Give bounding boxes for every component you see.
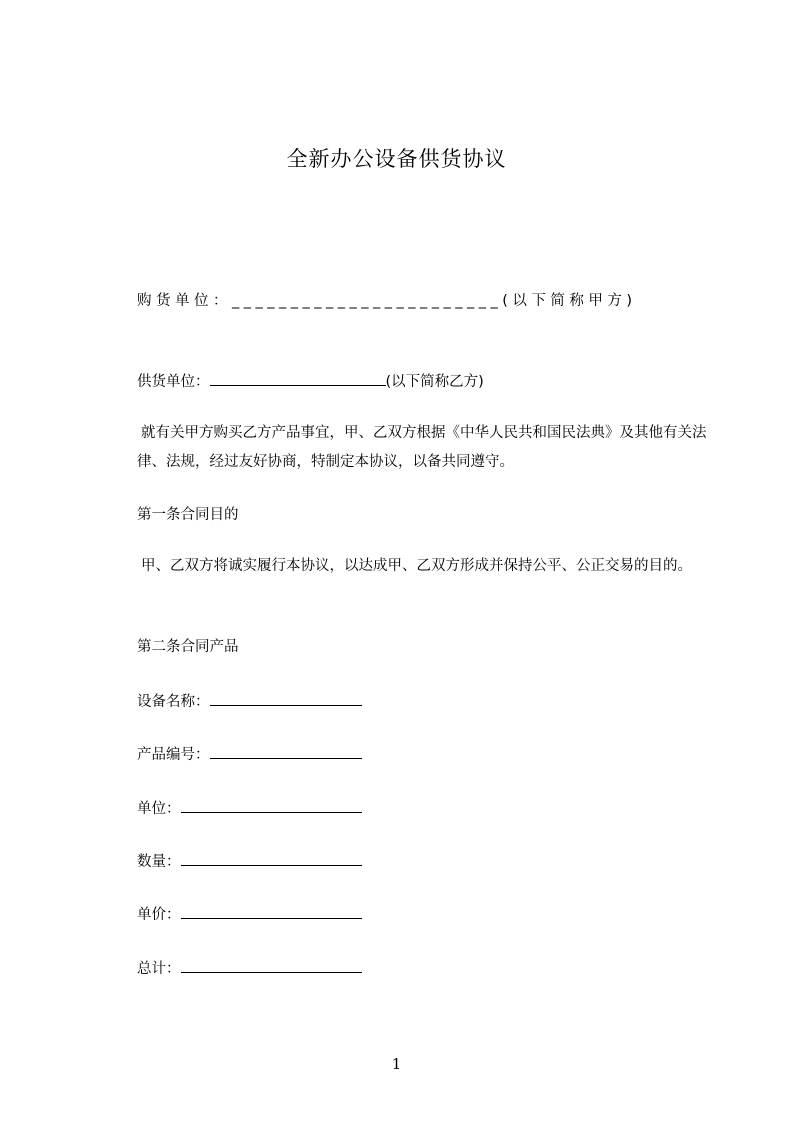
field-label: 数量： [137, 854, 181, 870]
field-product-code [137, 744, 362, 765]
buyer-suffix: (以下简称甲方) [502, 293, 637, 309]
field-blank[interactable] [181, 904, 362, 919]
buyer-line [137, 291, 637, 311]
field-blank[interactable] [181, 851, 362, 866]
intro-paragraph: 就有关甲方购买乙方产品事宜，甲、乙双方根据《中华人民共和国民法典》及其他有关法律、法规，经过友好协商，特制定本协议，以备共同遵守。 [137, 425, 707, 470]
page-number: 1 [391, 1055, 402, 1073]
field-label: 总计： [137, 961, 181, 977]
section1-title: 第一条合同目的 [137, 507, 239, 523]
field-total [137, 958, 362, 979]
field-blank[interactable] [181, 798, 362, 813]
supplier-label: 供货单位： [137, 374, 210, 390]
section2-title: 第二条合同产品 [137, 639, 239, 655]
field-blank[interactable] [181, 958, 362, 973]
supplier-suffix: (以下简称乙方) [385, 374, 484, 390]
supplier-blank[interactable] [210, 371, 386, 386]
field-blank[interactable] [210, 691, 362, 706]
field-blank[interactable] [210, 744, 362, 759]
field-label: 单价： [137, 907, 181, 923]
supplier-line [137, 371, 484, 392]
section1-body: 甲、乙双方将诚实履行本协议，以达成甲、乙双方形成并保持公平、公正交易的目的。 [141, 558, 692, 574]
field-label: 单位： [137, 801, 181, 817]
field-label: 产品编号： [137, 747, 210, 763]
field-unit [137, 798, 362, 819]
document-title: 全新办公设备供货协议 [286, 147, 507, 171]
field-quantity [137, 851, 362, 872]
buyer-blank[interactable]: _______________________ [232, 293, 503, 309]
field-label: 设备名称： [137, 694, 210, 710]
field-equipment-name [137, 691, 362, 712]
field-unit-price [137, 904, 362, 925]
buyer-label: 购货单位： [137, 293, 232, 309]
